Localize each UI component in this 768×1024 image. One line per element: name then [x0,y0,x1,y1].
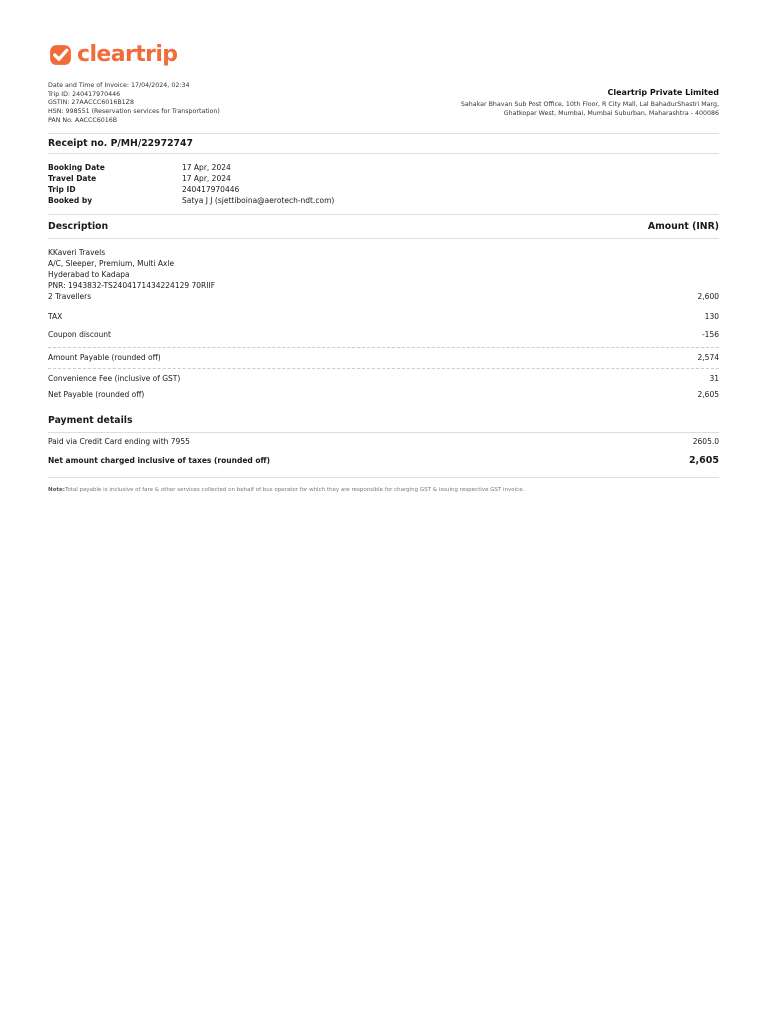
tax-amount: 130 [704,312,719,321]
invoice-gstin: GSTIN: 27AACCC6016B1Z8 [48,99,134,107]
cleartrip-logo [48,42,177,67]
divider [48,133,719,134]
brand-name: cleartrip [77,42,178,67]
invoice-meta [48,82,220,126]
net-charged-amount: 2,605 [688,455,719,466]
net-payable-value: 2,605 [697,390,719,399]
payment-method-amount: 2605.0 [692,437,719,446]
booking-date-label: Booking Date [48,163,105,172]
amount-header-label: Amount (INR) [647,221,719,232]
description-header [48,221,719,232]
divider [48,238,719,239]
booked-by-value: Satya J J (sjettiboina@aerotech-ndt.com) [182,196,335,205]
dashed-divider [48,368,719,369]
invoice-datetime: Date and Time of Invoice: 17/04/2024, 02:34 [48,82,190,89]
dashed-divider [48,347,719,348]
invoice-trip-id: Trip ID: 240417970446 [48,90,121,98]
travellers: 2 Travellers [48,292,92,301]
route: Hyderabad to Kadapa [48,270,130,279]
receipt-number: Receipt no. P/MH/22972747 [48,138,193,149]
invoice-pan: PAN No. AACCC6016B [48,116,118,124]
bus-type: A/C, Sleeper, Premium, Multi Axle [48,259,175,268]
description-header-label: Description [48,221,109,232]
net-charged-label: Net amount charged inclusive of taxes (rounded off) [48,456,271,465]
convenience-fee-value: 31 [709,374,719,383]
travel-date-label: Travel Date [48,174,97,183]
divider [48,477,719,478]
fare-amount: 2,600 [697,292,719,301]
amount-payable-label: Amount Payable (rounded off) [48,353,161,362]
coupon-label: Coupon discount [48,330,111,339]
trip-id-label: Trip ID [48,185,76,194]
divider [48,432,719,433]
pnr: PNR: 1943832-TS2404171434224129 70RIIF [48,281,216,290]
divider [48,214,719,215]
amount-payable-value: 2,574 [697,353,719,362]
footer-note [48,487,524,493]
note-label: Note: [48,487,65,493]
tax-label: TAX [48,312,63,321]
booked-by-label: Booked by [48,196,93,205]
trip-id-value: 240417970446 [182,185,240,194]
payment-method: Paid via Credit Card ending with 7955 [48,437,190,446]
company-address-line1: Sahakar Bhavan Sub Post Office, 10th Floor, R City Mall, Lal BahadurShastri Marg, [460,101,719,108]
divider [48,153,719,154]
invoice-hsn: HSN: 998551 (Reservation services for Transportation) [48,108,220,116]
payment-details-header: Payment details [48,415,133,426]
company-address-line2: Ghatkopar West, Mumbai, Mumbai Suburban, Maharashtra - 400086 [503,109,719,117]
company-name: Cleartrip Private Limited [607,88,719,97]
convenience-fee-label: Convenience Fee (inclusive of GST) [48,374,181,383]
travel-date-value: 17 Apr, 2024 [182,174,231,183]
checkmark-bag-icon [48,42,73,67]
note-text: Total payable is inclusive of fare & other services collected on behalf of bus operator for which they are responsible for charging GST & issuing respective GST invoice. [64,487,525,493]
net-payable-label: Net Payable (rounded off) [48,390,145,399]
company-block [461,88,719,118]
coupon-amount: -156 [701,330,719,339]
operator-name: KKaveri Travels [48,248,106,257]
booking-date-value: 17 Apr, 2024 [182,163,231,172]
